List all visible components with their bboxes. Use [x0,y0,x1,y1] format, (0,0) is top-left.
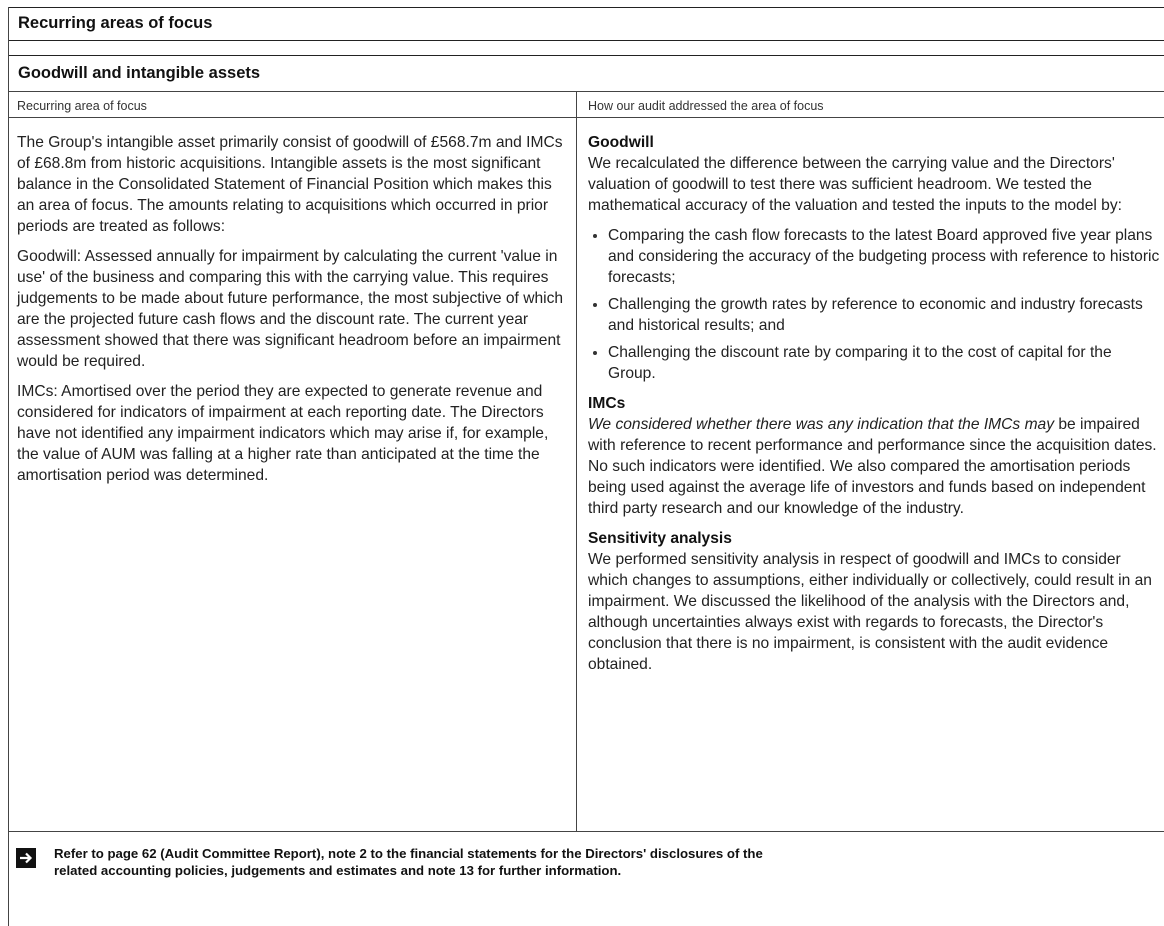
arrow-right-icon [16,848,36,868]
list-item: Challenging the discount rate by comparing it to the cost of capital for the Group. [588,342,1160,384]
table-top-rule [8,55,1164,56]
sensitivity-text: We performed sensitivity analysis in respect of goodwill and IMCs to consider which changes to assumptions, either individually or collectively, could result in an impairment. We discussed the likelihood of the analysis with the Directors and, although uncertainties always exist with regards to forecasts, the Director's conclusion that there is no impairment, is consistent with the audit evidence obtained. [588,551,1152,673]
intro-paragraph: The Group's intangible asset primarily consist of goodwill of £568.7m and IMCs of £68.8m from historic acquisitions. Intangible assets is the most significant balance in the Consolidated Statement of Financial Position which makes this an area of focus. The amounts relating to acquisitions which occurred in prior periods are treated as follows: [17,134,563,235]
goodwill-test-list [588,225,1160,384]
left-column-label: Recurring area of focus [17,99,147,113]
imcs-text [588,414,1160,519]
imcs-text-rest: be impaired with reference to recent performance and performance since the acquisition dates. No such indicators were identified. We also compared the amortisation periods being used against the average life of investors and funds based on independent third party research and our knowledge of the industry. [588,416,1157,517]
column-divider [576,91,577,831]
right-column-body [588,132,1160,684]
section-title: Recurring areas of focus [18,14,213,32]
imcs-heading: IMCs [588,395,626,412]
imcs-paragraph: IMCs: Amortised over the period they are expected to generate revenue and considered for indicators of impairment at each reporting date. The Directors have not identified any impairment indicators which may arise if, for example, the value of AUM was falling at a higher rate than anticipated at the time the amortisation period was determined. [17,383,549,484]
column-label-rule [8,117,1164,118]
left-border [8,7,9,926]
goodwill-text: We recalculated the difference between the carrying value and the Directors' valuation of goodwill to test there was sufficient headroom. We tested the mathematical accuracy of the valuation and tested the inputs to the model by: [588,155,1122,214]
section-title-rule [8,40,1164,41]
list-item: Comparing the cash flow forecasts to the latest Board approved five year plans and considering the accuracy of the budgeting process with reference to historic forecasts; [588,225,1160,288]
imcs-text-italic: We considered whether there was any indication that the IMCs may [588,416,1055,433]
table-title-rule [8,91,1164,92]
goodwill-paragraph: Goodwill: Assessed annually for impairment by calculating the current 'value in use' of the business and comparing this with the carrying value. This requires judgements to be made about future performance, the most subjective of which are the projected future cash flows and the discount rate. The current year assessment showed that there was significant headroom before an impairment would be required. [17,248,564,370]
top-rule [8,7,1164,8]
goodwill-heading: Goodwill [588,134,654,151]
table-bottom-rule [8,831,1164,832]
sensitivity-heading: Sensitivity analysis [588,530,732,547]
table-title: Goodwill and intangible assets [18,64,261,82]
list-item: Challenging the growth rates by reference to economic and industry forecasts and historical results; and [588,294,1160,336]
left-column-body [17,132,567,495]
right-column-label: How our audit addressed the area of focus [588,99,824,113]
reference-note: Refer to page 62 (Audit Committee Report), note 2 to the financial statements for the Directors' disclosures of the related accounting policies, judgements and estimates and note 13 for further information. [54,846,763,878]
